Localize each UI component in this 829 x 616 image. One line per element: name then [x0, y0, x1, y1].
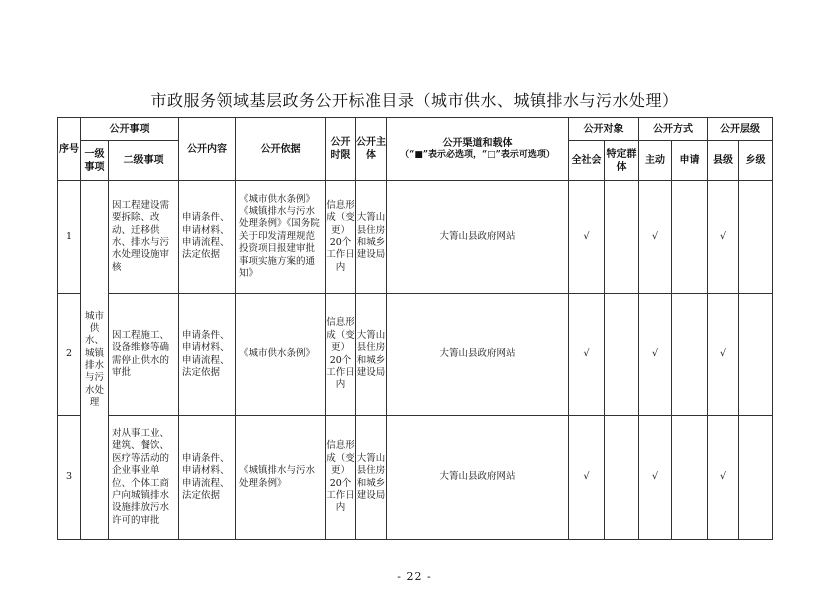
row-level2-item: 对从事工业、建筑、餐饮、医疗等活动的企业事业单位、个体工商户向城镇排水设施排放污水许可的审批 [109, 416, 179, 540]
header-basis: 公开依据 [236, 118, 326, 181]
header-mode-apply: 申请 [672, 141, 708, 181]
table-row [58, 181, 773, 294]
row-level-town [739, 416, 773, 540]
header-subject: 公开主体 [356, 118, 387, 181]
page-title: 市政服务领域基层政务公开标准目录（城市供水、城镇排水与污水处理） [150, 91, 679, 110]
header-channel-note: （“■”表示必选项，“□”表示可选项） [400, 149, 555, 160]
header-content: 公开内容 [179, 118, 236, 181]
header-level: 公开层级 [708, 118, 773, 141]
row-target-specific [605, 294, 639, 416]
row-seq: 1 [58, 181, 81, 294]
row-period: 信息形成（变更）20个工作日内 [326, 416, 356, 540]
row-level2-item: 因工程施工、设备维修等确需停止供水的审批 [109, 294, 179, 416]
row-mode-active: √ [639, 294, 672, 416]
row-period: 信息形成（变更）20个工作日内 [326, 181, 356, 294]
row-mode-active: √ [639, 416, 672, 540]
row-seq: 2 [58, 294, 81, 416]
row-content: 申请条件、申请材料、申请流程、法定依据 [179, 294, 236, 416]
row-level-town [739, 294, 773, 416]
header-channel [387, 118, 569, 181]
catalog-table [57, 117, 773, 540]
row-level-county: √ [708, 416, 739, 540]
page-number: - 22 - [397, 570, 432, 583]
header-level-town: 乡级 [739, 141, 773, 181]
row-mode-apply [672, 294, 708, 416]
row-content: 申请条件、申请材料、申请流程、法定依据 [179, 181, 236, 294]
row-channel: 大箐山县政府网站 [387, 416, 569, 540]
row-seq: 3 [58, 416, 81, 540]
row-basis: 《城镇排水与污水处理条例》 [236, 416, 326, 540]
header-items: 公开事项 [81, 118, 179, 141]
row-level2-item: 因工程建设需要拆除、改动、迁移供水、排水与污水处理设施审核 [109, 181, 179, 294]
row-target-specific [605, 416, 639, 540]
row-level-county: √ [708, 294, 739, 416]
table-row [58, 294, 773, 416]
header-target: 公开对象 [569, 118, 639, 141]
row-subject: 大箐山县住房和城乡建设局 [356, 416, 387, 540]
row-target-all: √ [569, 294, 605, 416]
row-target-all: √ [569, 416, 605, 540]
row-subject: 大箐山县住房和城乡建设局 [356, 294, 387, 416]
header-seq: 序号 [58, 118, 81, 181]
row-target-all: √ [569, 181, 605, 294]
header-channel-title: 公开渠道和载体 [442, 137, 513, 149]
row-content: 申请条件、申请材料、申请流程、法定依据 [179, 416, 236, 540]
header-target-all: 全社会 [569, 141, 605, 181]
row-level-town [739, 181, 773, 294]
header-mode-active: 主动 [639, 141, 672, 181]
table-row [58, 416, 773, 540]
header-row-1 [58, 118, 773, 141]
row-subject: 大箐山县住房和城乡建设局 [356, 181, 387, 294]
row-target-specific [605, 181, 639, 294]
row-mode-apply [672, 416, 708, 540]
header-target-specific: 特定群体 [605, 141, 639, 181]
row-level-county: √ [708, 181, 739, 294]
row-channel: 大箐山县政府网站 [387, 294, 569, 416]
header-period: 公开时限 [326, 118, 356, 181]
row-mode-apply [672, 181, 708, 294]
level1-item: 城市供水、城镇排水与污水处理 [81, 181, 109, 540]
row-mode-active: √ [639, 181, 672, 294]
header-item-level1: 一级事项 [81, 141, 109, 181]
row-channel: 大箐山县政府网站 [387, 181, 569, 294]
row-basis: 《城市供水条例》《城镇排水与污水处理条例》《国务院关于印发清理规范投资项目报建审批事项实施方案的通知》 [236, 181, 326, 294]
row-period: 信息形成（变更）20个工作日内 [326, 294, 356, 416]
header-item-level2: 二级事项 [109, 141, 179, 181]
header-level-county: 县级 [708, 141, 739, 181]
header-mode: 公开方式 [639, 118, 708, 141]
row-basis: 《城市供水条例》 [236, 294, 326, 416]
